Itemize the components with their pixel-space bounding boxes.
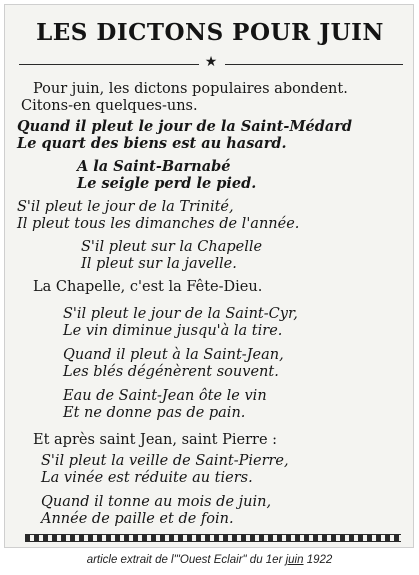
saying-line: La vinée est réduite au tiers. xyxy=(41,470,253,486)
saying-line: Quand il tonne au mois de juin, xyxy=(41,494,272,510)
intro-line: Pour juin, les dictons populaires abondent. xyxy=(33,81,348,97)
saying-line: Année de paille et de foin. xyxy=(41,511,234,527)
saying-line: La Chapelle, c'est la Fête-Dieu. xyxy=(33,279,263,295)
saying-line: Le vin diminue jusqu'à la tire. xyxy=(63,323,283,339)
caption-prefix: article extrait de l'"Ouest Eclair" du 1er xyxy=(86,554,286,566)
saying-line: S'il pleut le jour de la Trinité, xyxy=(17,199,234,215)
saying-line: Quand il pleut à la Saint-Jean, xyxy=(63,347,284,363)
saying-line: Eau de Saint-Jean ôte le vin xyxy=(63,388,267,404)
article-title: LES DICTONS POUR JUIN xyxy=(36,19,384,46)
caption-underlined: juin xyxy=(285,554,304,566)
saying-line: S'il pleut la veille de Saint-Pierre, xyxy=(41,453,289,469)
title-rule-left xyxy=(19,64,199,65)
saying-line: A la Saint-Barnabé xyxy=(77,158,231,175)
caption-suffix: 1922 xyxy=(303,554,333,566)
saying-line: Quand il pleut le jour de la Saint-Médard xyxy=(17,118,353,135)
saying-line: Et ne donne pas de pain. xyxy=(63,405,246,421)
newspaper-clipping xyxy=(4,4,414,548)
saying-line: Et après saint Jean, saint Pierre : xyxy=(33,432,278,448)
saying-line: S'il pleut le jour de la Saint-Cyr, xyxy=(63,306,298,322)
saying-line: Le seigle perd le pied. xyxy=(77,175,257,192)
saying-line: Le quart des biens est au hasard. xyxy=(17,135,287,152)
star-icon: ★ xyxy=(204,54,218,70)
saying-line: Les blés dégénèrent souvent. xyxy=(63,364,279,380)
saying-line: Il pleut tous les dimanches de l'année. xyxy=(17,216,300,232)
saying-line: S'il pleut sur la Chapelle xyxy=(81,239,263,255)
decorative-border xyxy=(25,534,401,542)
title-rule-right xyxy=(225,64,403,65)
source-caption xyxy=(0,554,419,566)
saying-line: Il pleut sur la javelle. xyxy=(81,256,237,272)
intro-line: Citons-en quelques-uns. xyxy=(21,98,198,114)
